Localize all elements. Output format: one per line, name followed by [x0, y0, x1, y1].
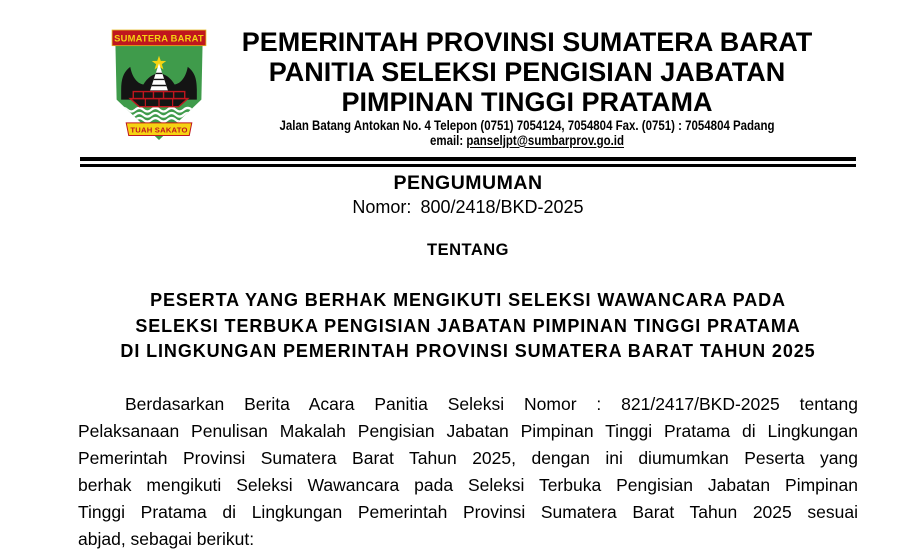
subject-title [78, 288, 858, 365]
subject-line-3: DI LINGKUNGAN PEMERINTAH PROVINSI SUMATERA BARAT TAHUN 2025 [120, 341, 816, 361]
body-line: abjad, sebagai berikut: [78, 529, 255, 549]
address-line: Jalan Batang Antokan No. 4 Telepon (0751) 7054124, 7054804 Fax. (0751) : 7054804 Padang [279, 118, 775, 133]
org-name-line-1: PEMERINTAH PROVINSI SUMATERA BARAT [241, 27, 813, 57]
org-name-line-2: PANITIA SELEKSI PENGISIAN JABATAN [268, 57, 786, 87]
document-number-label: Nomor: [352, 197, 412, 217]
body-paragraph [78, 391, 858, 553]
emblem-banner [112, 30, 206, 46]
sumatera-barat-emblem-icon [109, 27, 209, 141]
document-number [78, 197, 858, 218]
body-line: Pemerintah Provinsi Sumatera Barat Tahun 2025, dengan ini diumumkan Peserta yang [78, 448, 858, 468]
emblem-motto-text: TUAH SAKATO [130, 125, 188, 135]
document-number-value: 800/2418/BKD-2025 [420, 197, 584, 217]
body-line: Tinggi Pratama di Lingkungan Pemerintah Provinsi Sumatera Barat Tahun 2025 sesuai [78, 502, 858, 522]
emblem-motto-ribbon [126, 123, 192, 136]
subject-line-1: PESERTA YANG BERHAK MENGIKUTI SELEKSI WAWANCARA PADA [150, 290, 786, 310]
subject-line-2: SELEKSI TERBUKA PENGISIAN JABATAN PIMPINAN TINGGI PRATAMA [135, 315, 801, 336]
emblem-banner-text: SUMATERA BARAT [114, 33, 204, 44]
email-line [255, 134, 799, 149]
body-line: Pelaksanaan Penulisan Makalah Pengisian Jabatan Pimpinan Tinggi Pratama di Lingkungan [78, 421, 858, 441]
email-address: panseljpt@sumbarprov.go.id [466, 132, 624, 148]
about-label: TENTANG [426, 241, 510, 259]
rule-thick-line [80, 157, 856, 161]
letterhead-double-rule [80, 157, 856, 167]
org-name-line-3: PIMPINAN TINGGI PRATAMA [341, 87, 713, 117]
body-line: Berdasarkan Berita Acara Panitia Seleksi Nomor : 821/2417/BKD-2025 tentang [125, 394, 858, 414]
document-title: PENGUMUMAN [393, 172, 543, 194]
emblem-house-base [130, 92, 188, 107]
letterhead [207, 27, 847, 148]
rule-thin-line [80, 164, 856, 167]
email-label: email: [429, 132, 464, 148]
body-line: berhak mengikuti Seleksi Wawancara pada Seleksi Terbuka Pengisian Jabatan Pimpinan [78, 475, 858, 495]
